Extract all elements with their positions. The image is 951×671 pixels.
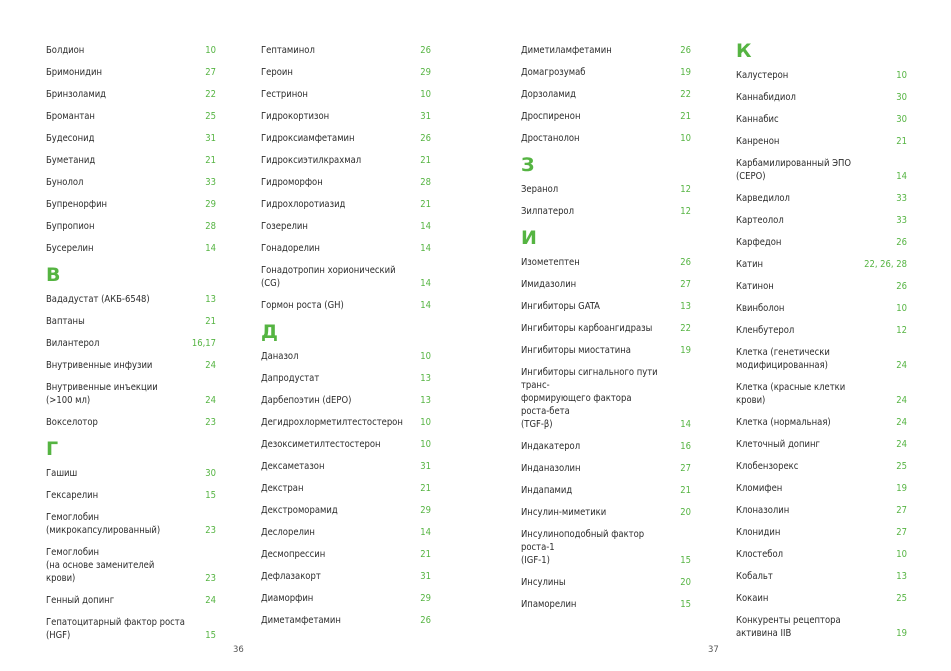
index-entry <box>521 484 691 497</box>
page-reference: 15 <box>680 555 691 566</box>
page-reference: 21 <box>205 316 216 327</box>
page-reference: 19 <box>896 483 907 494</box>
index-term: Инсулин-миметики <box>521 507 607 518</box>
index-term: Дростанолон <box>521 133 580 144</box>
index-term: Дарбепоэтин (dEPO) <box>261 395 352 406</box>
page-reference: 14 <box>205 243 216 254</box>
index-entry <box>46 66 216 79</box>
page-reference: 26 <box>680 257 691 268</box>
index-entry <box>736 113 907 126</box>
page-reference: 10 <box>420 417 431 428</box>
index-entry <box>521 528 691 567</box>
index-term: Домагрозумаб <box>521 67 586 78</box>
index-term: Ингибиторы миостатина <box>521 345 631 356</box>
index-entry <box>521 366 691 431</box>
index-term: Диметамфетамин <box>261 615 341 626</box>
section-letter-heading: К <box>736 40 752 62</box>
index-entry <box>261 416 431 429</box>
index-entry <box>261 132 431 145</box>
index-term: Инсулиноподобный фактор роста-1 (IGF-1) <box>521 529 645 566</box>
index-entry <box>46 381 216 407</box>
index-entry <box>46 416 216 429</box>
page-reference: 19 <box>680 67 691 78</box>
index-entry <box>736 346 907 372</box>
index-entry <box>521 256 691 269</box>
page-reference: 27 <box>896 527 907 538</box>
index-term: Вададустат (АКБ-6548) <box>46 294 150 305</box>
index-entry <box>261 176 431 189</box>
index-term: Ингибиторы сигнального пути транс- формирующего фактора роста-бета (TGF-β) <box>521 367 658 430</box>
page-number-right: 37 <box>708 645 719 655</box>
index-entry <box>521 278 691 291</box>
index-term: Зеранол <box>521 184 559 195</box>
page-reference: 12 <box>680 184 691 195</box>
index-term: Гонадорелин <box>261 243 320 254</box>
index-term: Гозерелин <box>261 221 308 232</box>
index-entry <box>736 504 907 517</box>
index-term: Гидроксиамфетамин <box>261 133 355 144</box>
index-entry <box>736 214 907 227</box>
index-term: Гормон роста (GH) <box>261 300 344 311</box>
index-entry <box>261 299 431 312</box>
page-reference: 29 <box>420 67 431 78</box>
index-entry <box>521 322 691 335</box>
page-reference: 24 <box>896 360 907 371</box>
index-term: Диаморфин <box>261 593 314 604</box>
index-term: Индакатерол <box>521 441 581 452</box>
index-term: Гестринон <box>261 89 308 100</box>
page-reference: 10 <box>896 303 907 314</box>
index-entry <box>261 198 431 211</box>
page-reference: 15 <box>205 630 216 641</box>
page-reference: 26 <box>420 45 431 56</box>
index-term: Гонадотропин хорионический (CG) <box>261 265 396 289</box>
page-reference: 27 <box>896 505 907 516</box>
index-entry <box>261 614 431 627</box>
page-reference: 15 <box>205 490 216 501</box>
index-term: Дегидрохлорметилтестостерон <box>261 417 403 428</box>
index-entry <box>736 236 907 249</box>
index-term: Ингибиторы GATA <box>521 301 600 312</box>
index-entry <box>46 176 216 189</box>
index-entry <box>521 88 691 101</box>
index-entry <box>736 416 907 429</box>
index-entry <box>521 44 691 57</box>
page-reference: 24 <box>205 395 216 406</box>
index-entry <box>46 594 216 607</box>
page-reference: 29 <box>205 199 216 210</box>
index-term: Карбамилированный ЭПО (CEPO) <box>736 158 851 182</box>
page-reference: 26 <box>420 133 431 144</box>
page-reference: 14 <box>420 221 431 232</box>
index-term: Карфедон <box>736 237 782 248</box>
page-reference: 29 <box>420 593 431 604</box>
page-reference: 29 <box>420 505 431 516</box>
index-entry <box>261 66 431 79</box>
index-term: Декстроморамид <box>261 505 338 516</box>
index-entry <box>46 315 216 328</box>
index-term: Дефлазакорт <box>261 571 321 582</box>
index-column-2 <box>261 40 431 636</box>
index-entry <box>521 132 691 145</box>
index-term: Гидроксиэтилкрахмал <box>261 155 362 166</box>
page-reference: 14 <box>420 243 431 254</box>
index-term: Клобензорекс <box>736 461 799 472</box>
page-reference: 10 <box>896 70 907 81</box>
page-reference: 21 <box>420 155 431 166</box>
index-entry <box>521 183 691 196</box>
index-entry <box>261 548 431 561</box>
section-letter-heading: Г <box>46 438 59 460</box>
page-reference: 27 <box>680 279 691 290</box>
page-reference: 20 <box>680 577 691 588</box>
index-term: Дезоксиметилтестостерон <box>261 439 381 450</box>
index-term: Бусерелин <box>46 243 94 254</box>
index-term: Бринзоламид <box>46 89 107 100</box>
page-reference: 30 <box>896 92 907 103</box>
index-entry <box>736 280 907 293</box>
index-term: Будесонид <box>46 133 95 144</box>
page-reference: 23 <box>205 525 216 536</box>
index-column-1 <box>46 40 216 651</box>
index-term: Дорзоламид <box>521 89 576 100</box>
index-entry <box>46 132 216 145</box>
page-reference: 10 <box>896 549 907 560</box>
index-entry <box>521 66 691 79</box>
page-reference: 24 <box>896 417 907 428</box>
index-term: Бримонидин <box>46 67 102 78</box>
index-term: Гепатоцитарный фактор роста (HGF) <box>46 617 185 641</box>
page-reference: 26 <box>420 615 431 626</box>
page-reference: 21 <box>420 483 431 494</box>
index-term: Дапродустат <box>261 373 320 384</box>
page-reference: 12 <box>680 206 691 217</box>
index-entry <box>46 110 216 123</box>
index-term: Буметанид <box>46 155 96 166</box>
index-term: Бупренорфин <box>46 199 108 210</box>
index-entry <box>736 324 907 337</box>
index-term: Гемоглобин (на основе заменителей крови) <box>46 547 155 584</box>
index-term: Ипаморелин <box>521 599 577 610</box>
index-entry <box>736 526 907 539</box>
index-term: Диметиламфетамин <box>521 45 612 56</box>
index-term: Даназол <box>261 351 299 362</box>
page-reference: 13 <box>680 301 691 312</box>
page-reference: 33 <box>896 215 907 226</box>
index-term: Катин <box>736 259 764 270</box>
index-entry <box>46 467 216 480</box>
index-entry <box>261 88 431 101</box>
index-entry <box>521 462 691 475</box>
index-term: Бромантан <box>46 111 95 122</box>
index-term: Картеолол <box>736 215 784 226</box>
index-term: Кломифен <box>736 483 783 494</box>
index-term: Каннабис <box>736 114 779 125</box>
index-term: Ингибиторы карбоангидразы <box>521 323 653 334</box>
page-reference: 33 <box>205 177 216 188</box>
index-entry <box>46 546 216 585</box>
index-entry <box>46 88 216 101</box>
page-reference: 33 <box>896 193 907 204</box>
index-entry <box>261 44 431 57</box>
index-term: Вaптаны <box>46 316 85 327</box>
index-entry <box>46 220 216 233</box>
index-term: Гептаминол <box>261 45 315 56</box>
index-entry <box>46 242 216 255</box>
index-term: Вокселотор <box>46 417 98 428</box>
page-reference: 22 <box>680 89 691 100</box>
page-reference: 15 <box>680 599 691 610</box>
section-letter-heading: Д <box>261 321 278 343</box>
index-entry <box>261 394 431 407</box>
index-term: Болдион <box>46 45 85 56</box>
page-number-left: 36 <box>233 645 244 655</box>
index-term: Гексарелин <box>46 490 99 501</box>
index-entry <box>46 293 216 306</box>
page-reference: 26 <box>896 237 907 248</box>
section-letter-heading: В <box>46 264 61 286</box>
page-reference: 24 <box>205 595 216 606</box>
page-reference: 13 <box>420 373 431 384</box>
index-entry <box>521 506 691 519</box>
page-reference: 22, 26, 28 <box>864 259 907 270</box>
index-column-4 <box>736 40 907 649</box>
page-reference: 19 <box>680 345 691 356</box>
index-term: Клостебол <box>736 549 784 560</box>
page-reference: 23 <box>205 573 216 584</box>
index-entry <box>261 372 431 385</box>
page-reference: 12 <box>896 325 907 336</box>
index-term: Героин <box>261 67 293 78</box>
index-entry <box>46 198 216 211</box>
page-reference: 13 <box>205 294 216 305</box>
index-term: Клетка (нормальная) <box>736 417 831 428</box>
index-term: Клонидин <box>736 527 781 538</box>
index-entry <box>261 570 431 583</box>
index-term: Гидроморфон <box>261 177 323 188</box>
page-reference: 10 <box>680 133 691 144</box>
index-entry <box>736 570 907 583</box>
index-term: Гидрохлоротиазид <box>261 199 346 210</box>
index-term: Генный допинг <box>46 595 115 606</box>
page-reference: 24 <box>896 439 907 450</box>
index-entry <box>261 460 431 473</box>
page-reference: 25 <box>896 461 907 472</box>
page-reference: 14 <box>420 527 431 538</box>
page-reference: 21 <box>420 549 431 560</box>
index-term: Катинон <box>736 281 774 292</box>
page-reference: 21 <box>896 136 907 147</box>
page-reference: 27 <box>680 463 691 474</box>
page-reference: 31 <box>420 461 431 472</box>
index-entry <box>261 220 431 233</box>
index-entry <box>736 482 907 495</box>
index-entry <box>521 110 691 123</box>
index-entry <box>736 91 907 104</box>
index-entry <box>521 440 691 453</box>
index-term: Каннабидиол <box>736 92 796 103</box>
page-reference: 30 <box>205 468 216 479</box>
page-reference: 27 <box>205 67 216 78</box>
index-entry <box>521 205 691 218</box>
index-entry <box>46 44 216 57</box>
index-entry <box>736 157 907 183</box>
index-entry <box>261 264 431 290</box>
page-reference: 19 <box>896 628 907 639</box>
index-entry <box>261 438 431 451</box>
index-term: Инсулины <box>521 577 566 588</box>
index-entry <box>521 344 691 357</box>
page-reference: 22 <box>205 89 216 100</box>
index-term: Конкуренты рецептора активина IIB <box>736 615 841 639</box>
page-reference: 10 <box>420 439 431 450</box>
index-entry <box>261 592 431 605</box>
index-term: Гемоглобин (микрокапсулированный) <box>46 512 161 536</box>
index-entry <box>736 192 907 205</box>
index-term: Внутривенные инфузии <box>46 360 153 371</box>
index-entry <box>736 614 907 640</box>
section-letter-heading: З <box>521 154 535 176</box>
index-entry <box>736 69 907 82</box>
page-reference: 24 <box>896 395 907 406</box>
index-term: Имидазолин <box>521 279 577 290</box>
index-entry <box>736 460 907 473</box>
index-entry <box>46 359 216 372</box>
index-term: Гашиш <box>46 468 78 479</box>
index-term: Калустерон <box>736 70 789 81</box>
index-term: Декстран <box>261 483 304 494</box>
index-entry <box>46 511 216 537</box>
index-term: Зилпатерол <box>521 206 574 217</box>
index-entry <box>736 302 907 315</box>
index-term: Клоназолин <box>736 505 790 516</box>
page-reference: 21 <box>420 199 431 210</box>
index-entry <box>736 438 907 451</box>
index-entry <box>261 526 431 539</box>
index-entry <box>521 300 691 313</box>
index-entry <box>521 598 691 611</box>
index-term: Бупропион <box>46 221 95 232</box>
index-entry <box>736 381 907 407</box>
index-term: Дексаметазон <box>261 461 325 472</box>
index-term: Канренон <box>736 136 780 147</box>
index-term: Бунолол <box>46 177 84 188</box>
index-term: Изометептен <box>521 257 580 268</box>
page-reference: 16 <box>680 441 691 452</box>
page-reference: 13 <box>896 571 907 582</box>
index-term: Гидрокортизон <box>261 111 330 122</box>
index-term: Клетка (генетически модифицированная) <box>736 347 830 371</box>
page-reference: 14 <box>420 300 431 311</box>
index-entry <box>521 576 691 589</box>
index-term: Вилантерол <box>46 338 100 349</box>
page-reference: 10 <box>420 351 431 362</box>
index-term: Клеточный допинг <box>736 439 820 450</box>
index-term: Квинболон <box>736 303 785 314</box>
index-entry <box>261 110 431 123</box>
page-reference: 10 <box>420 89 431 100</box>
page-reference: 13 <box>420 395 431 406</box>
index-term: Дроспиренон <box>521 111 581 122</box>
page-reference: 21 <box>680 485 691 496</box>
page-reference: 14 <box>896 171 907 182</box>
index-entry <box>261 242 431 255</box>
index-term: Инданазолин <box>521 463 581 474</box>
index-entry <box>261 504 431 517</box>
index-column-3 <box>521 40 691 620</box>
page-reference: 10 <box>205 45 216 56</box>
page-reference: 31 <box>420 111 431 122</box>
index-term: Кленбутерол <box>736 325 795 336</box>
index-term: Внутривенные инъекции (>100 мл) <box>46 382 158 406</box>
index-entry <box>261 350 431 363</box>
page-reference: 24 <box>205 360 216 371</box>
page-reference: 26 <box>896 281 907 292</box>
page-reference: 31 <box>420 571 431 582</box>
page-reference: 25 <box>205 111 216 122</box>
index-term: Кобальт <box>736 571 773 582</box>
index-term: Кокаин <box>736 593 769 604</box>
index-entry <box>261 482 431 495</box>
page-reference: 28 <box>205 221 216 232</box>
page-reference: 28 <box>420 177 431 188</box>
page-reference: 25 <box>896 593 907 604</box>
page-reference: 23 <box>205 417 216 428</box>
index-term: Деслорелин <box>261 527 315 538</box>
page-reference: 31 <box>205 133 216 144</box>
page-reference: 21 <box>680 111 691 122</box>
index-term: Десмопрессин <box>261 549 326 560</box>
page-reference: 21 <box>205 155 216 166</box>
index-entry <box>46 337 216 350</box>
page-reference: 30 <box>896 114 907 125</box>
index-entry <box>736 258 907 271</box>
index-entry <box>261 154 431 167</box>
index-term: Индапамид <box>521 485 573 496</box>
section-letter-heading: И <box>521 227 537 249</box>
index-entry <box>46 616 216 642</box>
page-reference: 16,17 <box>191 338 216 349</box>
index-entry <box>736 592 907 605</box>
index-entry <box>736 135 907 148</box>
index-entry <box>46 154 216 167</box>
index-term: Клетка (красные клетки крови) <box>736 382 846 406</box>
page-reference: 22 <box>680 323 691 334</box>
page-reference: 26 <box>680 45 691 56</box>
page-reference: 14 <box>680 419 691 430</box>
page-reference: 20 <box>680 507 691 518</box>
index-entry <box>46 489 216 502</box>
index-term: Карведилол <box>736 193 790 204</box>
index-entry <box>736 548 907 561</box>
page-reference: 14 <box>420 278 431 289</box>
